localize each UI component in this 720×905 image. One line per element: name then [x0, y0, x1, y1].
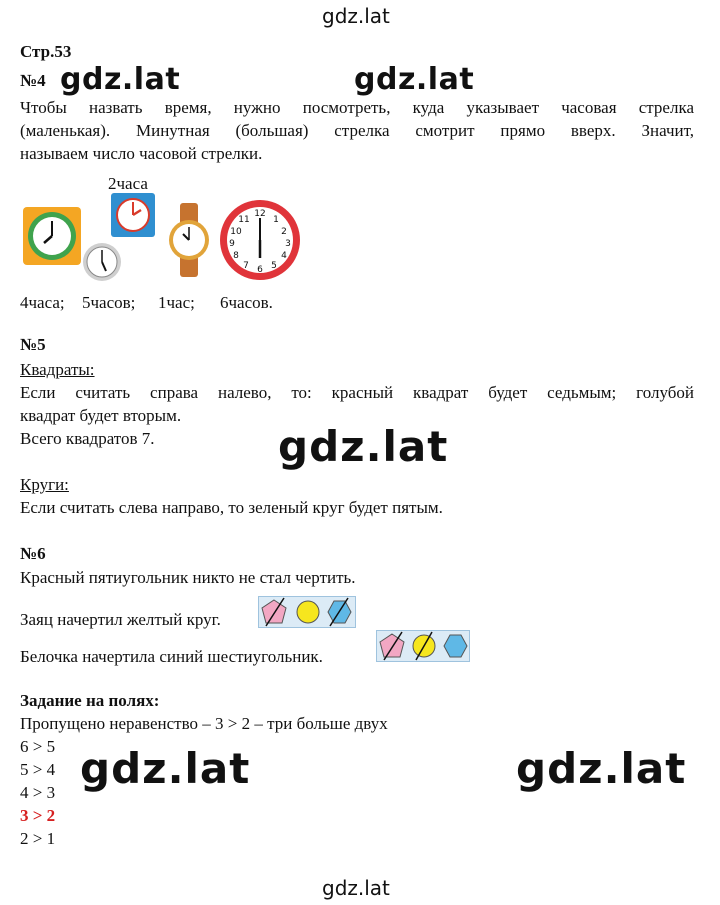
inequality-3: 4 > 3 — [20, 783, 56, 802]
svg-text:4: 4 — [281, 251, 287, 261]
svg-text:11: 11 — [238, 215, 250, 225]
task4-line-2: (маленькая). Минутная (большая) стрелка смотрит прямо вверх. Значит, — [20, 121, 694, 140]
inequality-5: 2 > 1 — [20, 829, 56, 848]
watermark-bottom: gdz.lat — [322, 876, 390, 900]
task5-number: №5 — [20, 335, 46, 354]
task4-line-3: называем число часовой стрелки. — [20, 144, 263, 163]
clock-label: 2часа — [108, 174, 148, 193]
alarm-clock-icon — [80, 240, 124, 284]
margin-task-intro: Пропущено неравенство – 3 > 2 – три больше двух — [20, 714, 388, 733]
inequality-4-highlighted: 3 > 2 — [20, 806, 56, 825]
circles-line: Если считать слева направо, то зеленый круг будет пятым. — [20, 498, 443, 517]
watermark-2: gdz.lat — [354, 62, 475, 97]
watermark-4: gdz.lat — [80, 744, 251, 793]
task4-line-1: Чтобы назвать время, нужно посмотреть, куда указывает часовая стрелка — [20, 98, 694, 117]
answer-2: 5часов; — [82, 293, 136, 312]
task4-number: №4 — [20, 71, 46, 90]
watermark-5: gdz.lat — [516, 744, 687, 793]
task6-line-2: Заяц начертил желтый круг. — [20, 610, 221, 629]
page-label: Стр.53 — [20, 42, 72, 61]
circle-shape — [297, 601, 319, 623]
svg-text:8: 8 — [233, 251, 239, 261]
inequality-1: 6 > 5 — [20, 737, 56, 756]
inequality-2: 5 > 4 — [20, 760, 56, 779]
watermark-1: gdz.lat — [60, 62, 181, 97]
svg-text:3: 3 — [285, 239, 291, 249]
red-wall-clock-icon — [218, 198, 302, 282]
answer-3: 1час; — [158, 293, 195, 312]
squares-line-2: квадрат будет вторым. — [20, 406, 182, 425]
circles-heading: Круги: — [20, 475, 69, 494]
task6-number: №6 — [20, 544, 46, 563]
svg-text:2: 2 — [281, 227, 287, 237]
svg-text:1: 1 — [273, 215, 279, 225]
answer-1: 4часа; — [20, 293, 65, 312]
svg-text:9: 9 — [229, 239, 235, 249]
svg-text:5: 5 — [271, 261, 277, 271]
margin-task-heading: Задание на полях: — [20, 691, 160, 710]
answer-4: 6часов. — [220, 293, 273, 312]
svg-text:7: 7 — [243, 261, 249, 271]
wristwatch-icon — [166, 203, 212, 277]
squares-heading: Квадраты: — [20, 360, 95, 379]
shapes-row-squirrel — [376, 630, 470, 662]
svg-text:12: 12 — [254, 209, 266, 219]
task6-line-3: Белочка начертила синий шестиугольник. — [20, 647, 323, 666]
task6-line-1: Красный пятиугольник никто не стал чертить. — [20, 568, 356, 587]
svg-text:6: 6 — [257, 265, 263, 275]
squares-line-1: Если считать справа налево, то: красный квадрат будет седьмым; голубой — [20, 383, 694, 402]
watermark-top: gdz.lat — [322, 4, 390, 28]
svg-text:10: 10 — [230, 227, 242, 237]
blue-square-clock-icon — [110, 192, 156, 238]
squares-total: Всего квадратов 7. — [20, 429, 155, 448]
green-square-clock-icon — [22, 206, 82, 266]
shapes-row-hare — [258, 596, 356, 628]
watermark-3: gdz.lat — [278, 422, 449, 471]
